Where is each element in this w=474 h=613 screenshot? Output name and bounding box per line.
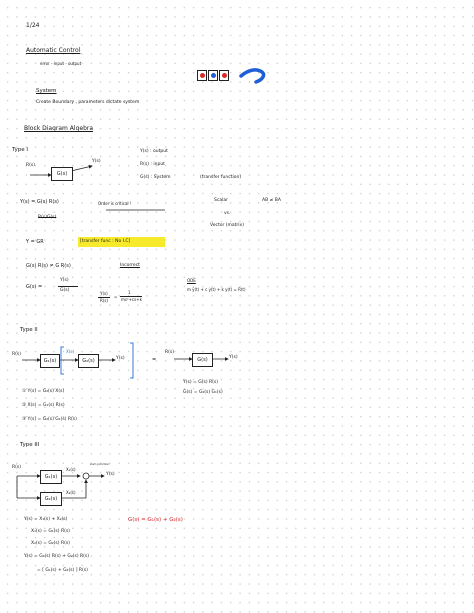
type2-input-label: R(s) <box>12 352 21 357</box>
vs-label: vs. <box>224 211 231 216</box>
type2-heading: Type II <box>20 327 38 333</box>
type3-x2-label: X₂(s) <box>66 490 76 495</box>
type2-equals: = <box>152 357 157 363</box>
type3-eq-1: Y(s) = X₁(s) + X₂(s) <box>24 517 68 522</box>
system-text: Create Boundary , parameters dictate system <box>36 100 140 105</box>
type2-r-eq1: Y(s) = G(s) R(s) <box>183 380 218 385</box>
ode-text: m ÿ(t) + c ẏ(t) + k y(t) = R(t) <box>187 287 246 292</box>
type2-block1: G₁(s) <box>40 354 60 368</box>
blue-dot-icon <box>211 73 216 78</box>
order-critical-note: Order is critical ! <box>98 201 132 206</box>
page-date: 1/24 <box>26 22 40 29</box>
type1-def-system: G(s) : System <box>140 175 171 180</box>
type1-output-label: Y(s) <box>92 159 101 164</box>
frac-num: Y(s) <box>100 291 108 296</box>
ab-neq-ba: AB ≠ BA <box>262 198 281 203</box>
bda-heading: Block Diagram Algebra <box>24 125 94 132</box>
incorrect-label: Incorrect <box>120 263 140 268</box>
sum-junction-label: sum junction <box>90 462 110 466</box>
type3-x1-label: X₁(s) <box>66 467 76 472</box>
type3-eq-3: X₂(s) = G₂(s) R(s) <box>31 541 70 546</box>
type3-input-label: R(s) <box>12 465 21 470</box>
type3-heading: Type III <box>20 442 40 448</box>
gs-den: G(s) <box>60 288 70 293</box>
scalar-label: Scalar <box>214 198 228 203</box>
gs-fraction-bar <box>58 286 78 287</box>
type2-r-block: G(s) <box>192 353 213 367</box>
transfer-func-ic-note: [transfer func : No I.C] <box>80 239 131 244</box>
system-heading: System <box>36 88 57 94</box>
type2-mid-label: X(s) <box>66 349 74 354</box>
type1-block: G(s) <box>51 167 73 181</box>
type3-output-label: Y(s) <box>106 472 115 477</box>
type3-result: G(s) = G₁(s) + G₂(s) <box>128 517 183 523</box>
type2-step-3: ③ Y(s) = G₂(s) G₁(s) R(s) <box>22 417 77 422</box>
type2-r-output: Y(s) <box>229 355 238 360</box>
red-dot-icon <box>200 73 205 78</box>
ineq-g-r: G(s) R(s) ≠ G R(s) <box>26 263 71 269</box>
page-subtitle: error - input - output <box>40 61 82 66</box>
type3-eq-2: X₁(s) = G₁(s) R(s) <box>31 529 70 534</box>
ode-label: ODE <box>187 278 196 283</box>
type3-block1: G₁(s) <box>40 470 62 484</box>
red-dot-icon <box>222 73 227 78</box>
page-title: Automatic Control <box>26 47 81 54</box>
type2-block2: G₂(s) <box>78 354 99 368</box>
eq-y-gr: Y(s) = G(s) R(s) <box>20 199 59 205</box>
type2-output-label: Y(s) <box>116 356 125 361</box>
frac2-den: ms²+cs+k <box>121 297 142 302</box>
type1-def-input: R(s) : input <box>140 162 165 167</box>
eq-y-gr-short: Y = GR <box>26 239 44 245</box>
type1-input-label: R(s) <box>26 163 35 168</box>
type1-def-output: Y(s) : output <box>140 149 168 154</box>
type2-step-1: ① Y(s) = G₂(s) X(s) <box>22 389 65 394</box>
type3-eq-5: = [ G₁(s) + G₂(s) ] R(s) <box>37 568 88 573</box>
type3-eq-4: Y(s) = G₁(s) R(s) + G₂(s) R(s) <box>24 554 89 559</box>
type1-heading: Type I <box>12 147 29 153</box>
type2-r-input: R(s) <box>165 350 174 355</box>
type2-r-eq2: G(s) = G₂(s) G₁(s) <box>183 390 223 395</box>
gs-lhs: G(s) = <box>26 284 43 290</box>
gs-num: Y(s) <box>60 278 69 283</box>
eq-rg-crossed: R(s)G(s) <box>38 215 57 220</box>
type3-block2: G₂(s) <box>40 492 62 506</box>
type2-step-2: ② X(s) = G₁(s) R(s) <box>22 403 65 408</box>
vector-label: Vector (matrix) <box>210 223 244 228</box>
transfer-function-note: (transfer function) <box>200 175 242 180</box>
frac-den: R(s) <box>100 298 108 303</box>
frac2-num: 1 <box>128 290 131 295</box>
frac-eq: = <box>114 294 118 299</box>
robot-sticker <box>197 70 241 82</box>
